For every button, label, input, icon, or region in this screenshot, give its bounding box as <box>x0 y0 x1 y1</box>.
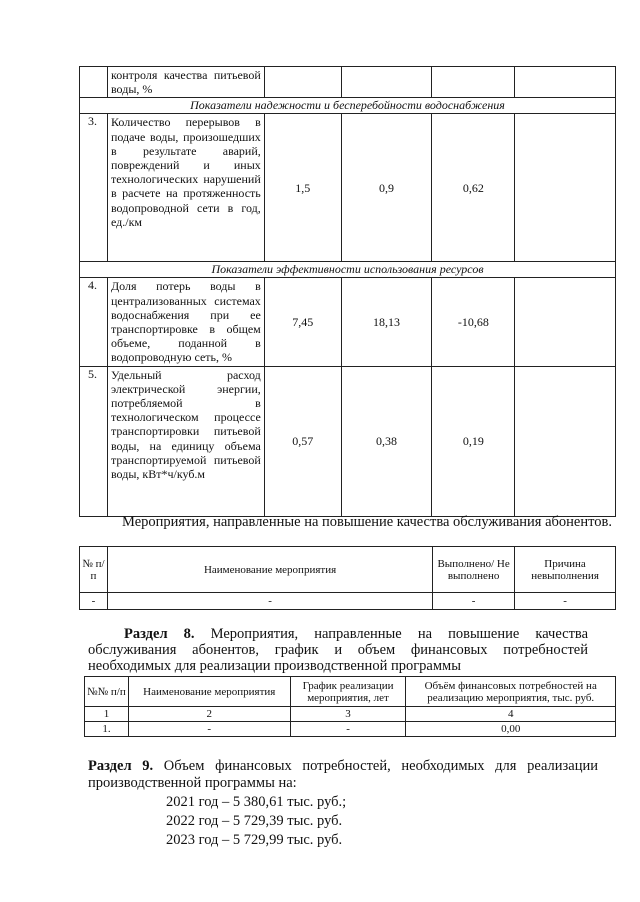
table-row <box>80 593 616 610</box>
financing-table <box>84 676 616 737</box>
table-header-row <box>85 677 616 707</box>
measures-paragraph: Мероприятия, направленные на повышение качества обслуживания абонентов. <box>122 514 612 530</box>
indicator-value: 0,38 <box>341 366 432 516</box>
column-header: График реализации мероприятия, лет <box>290 677 406 707</box>
table-cell <box>341 67 432 98</box>
indicator-value: -10,68 <box>432 278 515 366</box>
column-header: Объём финансовых потребностей на реализацию мероприятия, тыс. руб. <box>406 677 616 707</box>
row-number: 4. <box>80 278 108 366</box>
financing-years <box>166 793 346 850</box>
year-line: 2021 год – 5 380,61 тыс. руб.; <box>166 794 347 810</box>
table-cell: 1. <box>85 722 129 737</box>
indicator-value <box>515 278 616 366</box>
table-row <box>85 722 616 737</box>
measures-table <box>79 546 616 610</box>
column-header: Выполнено/ Не выполнено <box>433 547 515 593</box>
row-number: 3. <box>80 114 108 262</box>
column-header: №№ п/п <box>85 677 129 707</box>
column-header: Наименование мероприятия <box>107 547 432 593</box>
table-cell: - <box>128 722 290 737</box>
table-cell <box>432 67 515 98</box>
indicator-value: 0,9 <box>341 114 432 262</box>
table-cell: - <box>107 593 432 610</box>
table-cell: 4 <box>406 707 616 722</box>
indicator-value: 7,45 <box>264 278 341 366</box>
column-header: Наименование мероприятия <box>128 677 290 707</box>
year-line: 2023 год – 5 729,99 тыс. руб. <box>166 832 343 848</box>
table-cell: 2 <box>128 707 290 722</box>
indicator-value: 0,57 <box>264 366 341 516</box>
table-row <box>80 67 616 98</box>
table-cell: - <box>290 722 406 737</box>
table-cell: контроля качества питьевой воды, % <box>107 67 264 98</box>
indicator-value: 0,19 <box>432 366 515 516</box>
table-cell: - <box>515 593 616 610</box>
table-cell <box>80 67 108 98</box>
table-index-row <box>85 707 616 722</box>
table-cell: - <box>433 593 515 610</box>
indicator-value <box>515 366 616 516</box>
table-cell: 0,00 <box>406 722 616 737</box>
table-row <box>80 366 616 516</box>
indicator-name: Количество перерывов в подаче воды, произошедших в результате аварий, повреждений и иных технологических нарушений в расчете на протяженность водопроводной сети в год, ед./км <box>107 114 264 262</box>
section-row <box>80 98 616 114</box>
section-text: Мероприятия, направленные на повышение качества обслуживания абонентов, график и объем финансовых потребностей необходимых для реализации производственной программы <box>88 626 589 674</box>
table-cell: 3 <box>290 707 406 722</box>
table-cell <box>515 67 616 98</box>
row-number: 5. <box>80 366 108 516</box>
indicators-table <box>79 66 616 517</box>
section-8 <box>88 626 588 674</box>
table-row <box>80 278 616 366</box>
section-label: Раздел 9. <box>88 758 154 774</box>
table-header-row <box>80 547 616 593</box>
table-cell: 1 <box>85 707 129 722</box>
section-9 <box>88 758 598 792</box>
table-row <box>80 114 616 262</box>
section-text: Объем финансовых потребностей, необходимых для реализации производственной программы на: <box>88 758 598 791</box>
section-title: Показатели эффективности использования ресурсов <box>80 262 616 278</box>
indicator-value <box>515 114 616 262</box>
indicator-name: Доля потерь воды в централизованных системах водоснабжения при ее транспортировке в общем объеме, поданной в водопроводную сеть, % <box>107 278 264 366</box>
year-line: 2022 год – 5 729,39 тыс. руб. <box>166 813 343 829</box>
column-header: № п/п <box>80 547 108 593</box>
table-cell <box>264 67 341 98</box>
indicator-value: 18,13 <box>341 278 432 366</box>
section-title: Показатели надежности и бесперебойности водоснабжения <box>80 98 616 114</box>
section-label: Раздел 8. <box>124 626 195 642</box>
column-header: Причина невыполнения <box>515 547 616 593</box>
indicator-value: 1,5 <box>264 114 341 262</box>
indicator-value: 0,62 <box>432 114 515 262</box>
section-row <box>80 262 616 278</box>
indicator-name: Удельный расход электрической энергии, потребляемой в технологическом процессе транспортировки питьевой воды, на единицу объема транспортируемой питьевой воды, кВт*ч/куб.м <box>107 366 264 516</box>
table-cell: - <box>80 593 108 610</box>
